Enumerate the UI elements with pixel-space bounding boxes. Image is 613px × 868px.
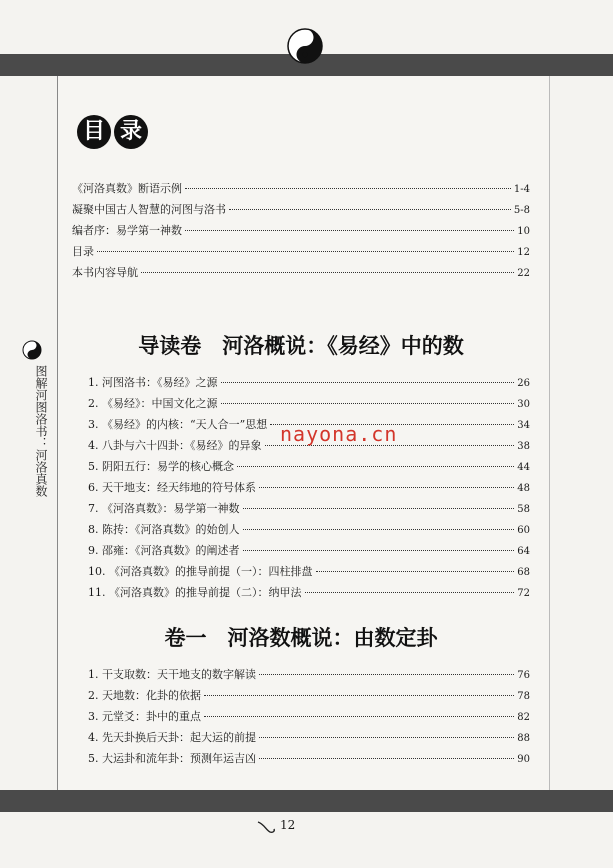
toc-entry[interactable]: 《河洛真数》断语示例 1-4: [72, 182, 530, 195]
toc-entry[interactable]: 2. 天地数：化卦的依据 78: [88, 689, 530, 702]
toc-entry[interactable]: 9. 邵雍：《河洛真数》的阐述者 64: [88, 544, 530, 557]
toc-entry[interactable]: 目录 12: [72, 245, 530, 258]
toc-entry[interactable]: 5. 阴阳五行：易学的核心概念 44: [88, 460, 530, 473]
section-title-volume-one: 卷一 河洛数概说：由数定卦: [164, 626, 438, 650]
yin-yang-icon: [287, 28, 323, 64]
toc-entry[interactable]: 6. 天干地支：经天纬地的符号体系 48: [88, 481, 530, 494]
toc-entry[interactable]: 凝聚中国古人智慧的河图与洛书 5-8: [72, 203, 530, 216]
section-volume-one-list: [88, 666, 530, 771]
front-matter-list: [72, 180, 530, 285]
toc-entry[interactable]: 7. 《河洛真数》：易学第一神数 58: [88, 502, 530, 515]
toc-entry[interactable]: 3. 《易经》的内核：“天人合一”思想 34: [88, 418, 530, 431]
watermark-text: nayona.cn: [280, 422, 398, 446]
toc-entry[interactable]: 10. 《河洛真数》的推导前提（一）：四柱排盘 68: [88, 565, 530, 578]
side-book-title: 图解河图洛书：河洛真数: [34, 365, 48, 497]
page-number: 12: [280, 818, 296, 832]
swirl-ornament-icon: [256, 818, 280, 838]
heading-char-2: 录: [114, 115, 148, 149]
toc-entry[interactable]: 4. 先天卦换后天卦：起大运的前提 88: [88, 731, 530, 744]
heading-char-1: 目: [77, 115, 111, 149]
toc-entry[interactable]: 8. 陈抟：《河洛真数》的始创人 60: [88, 523, 530, 536]
toc-entry[interactable]: 2. 《易经》：中国文化之源 30: [88, 397, 530, 410]
toc-entry[interactable]: 编者序：易学第一神数 10: [72, 224, 530, 237]
toc-heading: [77, 115, 148, 149]
toc-entry[interactable]: 1. 干支取数：天干地支的数字解读 76: [88, 668, 530, 681]
toc-entry[interactable]: 1. 河图洛书：《易经》之源 26: [88, 376, 530, 389]
toc-entry[interactable]: 11. 《河洛真数》的推导前提（二）：纳甲法 72: [88, 586, 530, 599]
section-intro-list: [88, 374, 530, 605]
toc-entry[interactable]: 本书内容导航 22: [72, 266, 530, 279]
bottom-band: [0, 790, 613, 812]
toc-entry[interactable]: 3. 元堂爻：卦中的重点 82: [88, 710, 530, 723]
toc-entry[interactable]: 5. 大运卦和流年卦：预测年运吉凶 90: [88, 752, 530, 765]
side-yin-yang-icon: [22, 340, 42, 360]
toc-entry[interactable]: 4. 八卦与六十四卦：《易经》的异象 38: [88, 439, 530, 452]
section-title-intro: 导读卷 河洛概说：《易经》中的数: [138, 334, 464, 358]
